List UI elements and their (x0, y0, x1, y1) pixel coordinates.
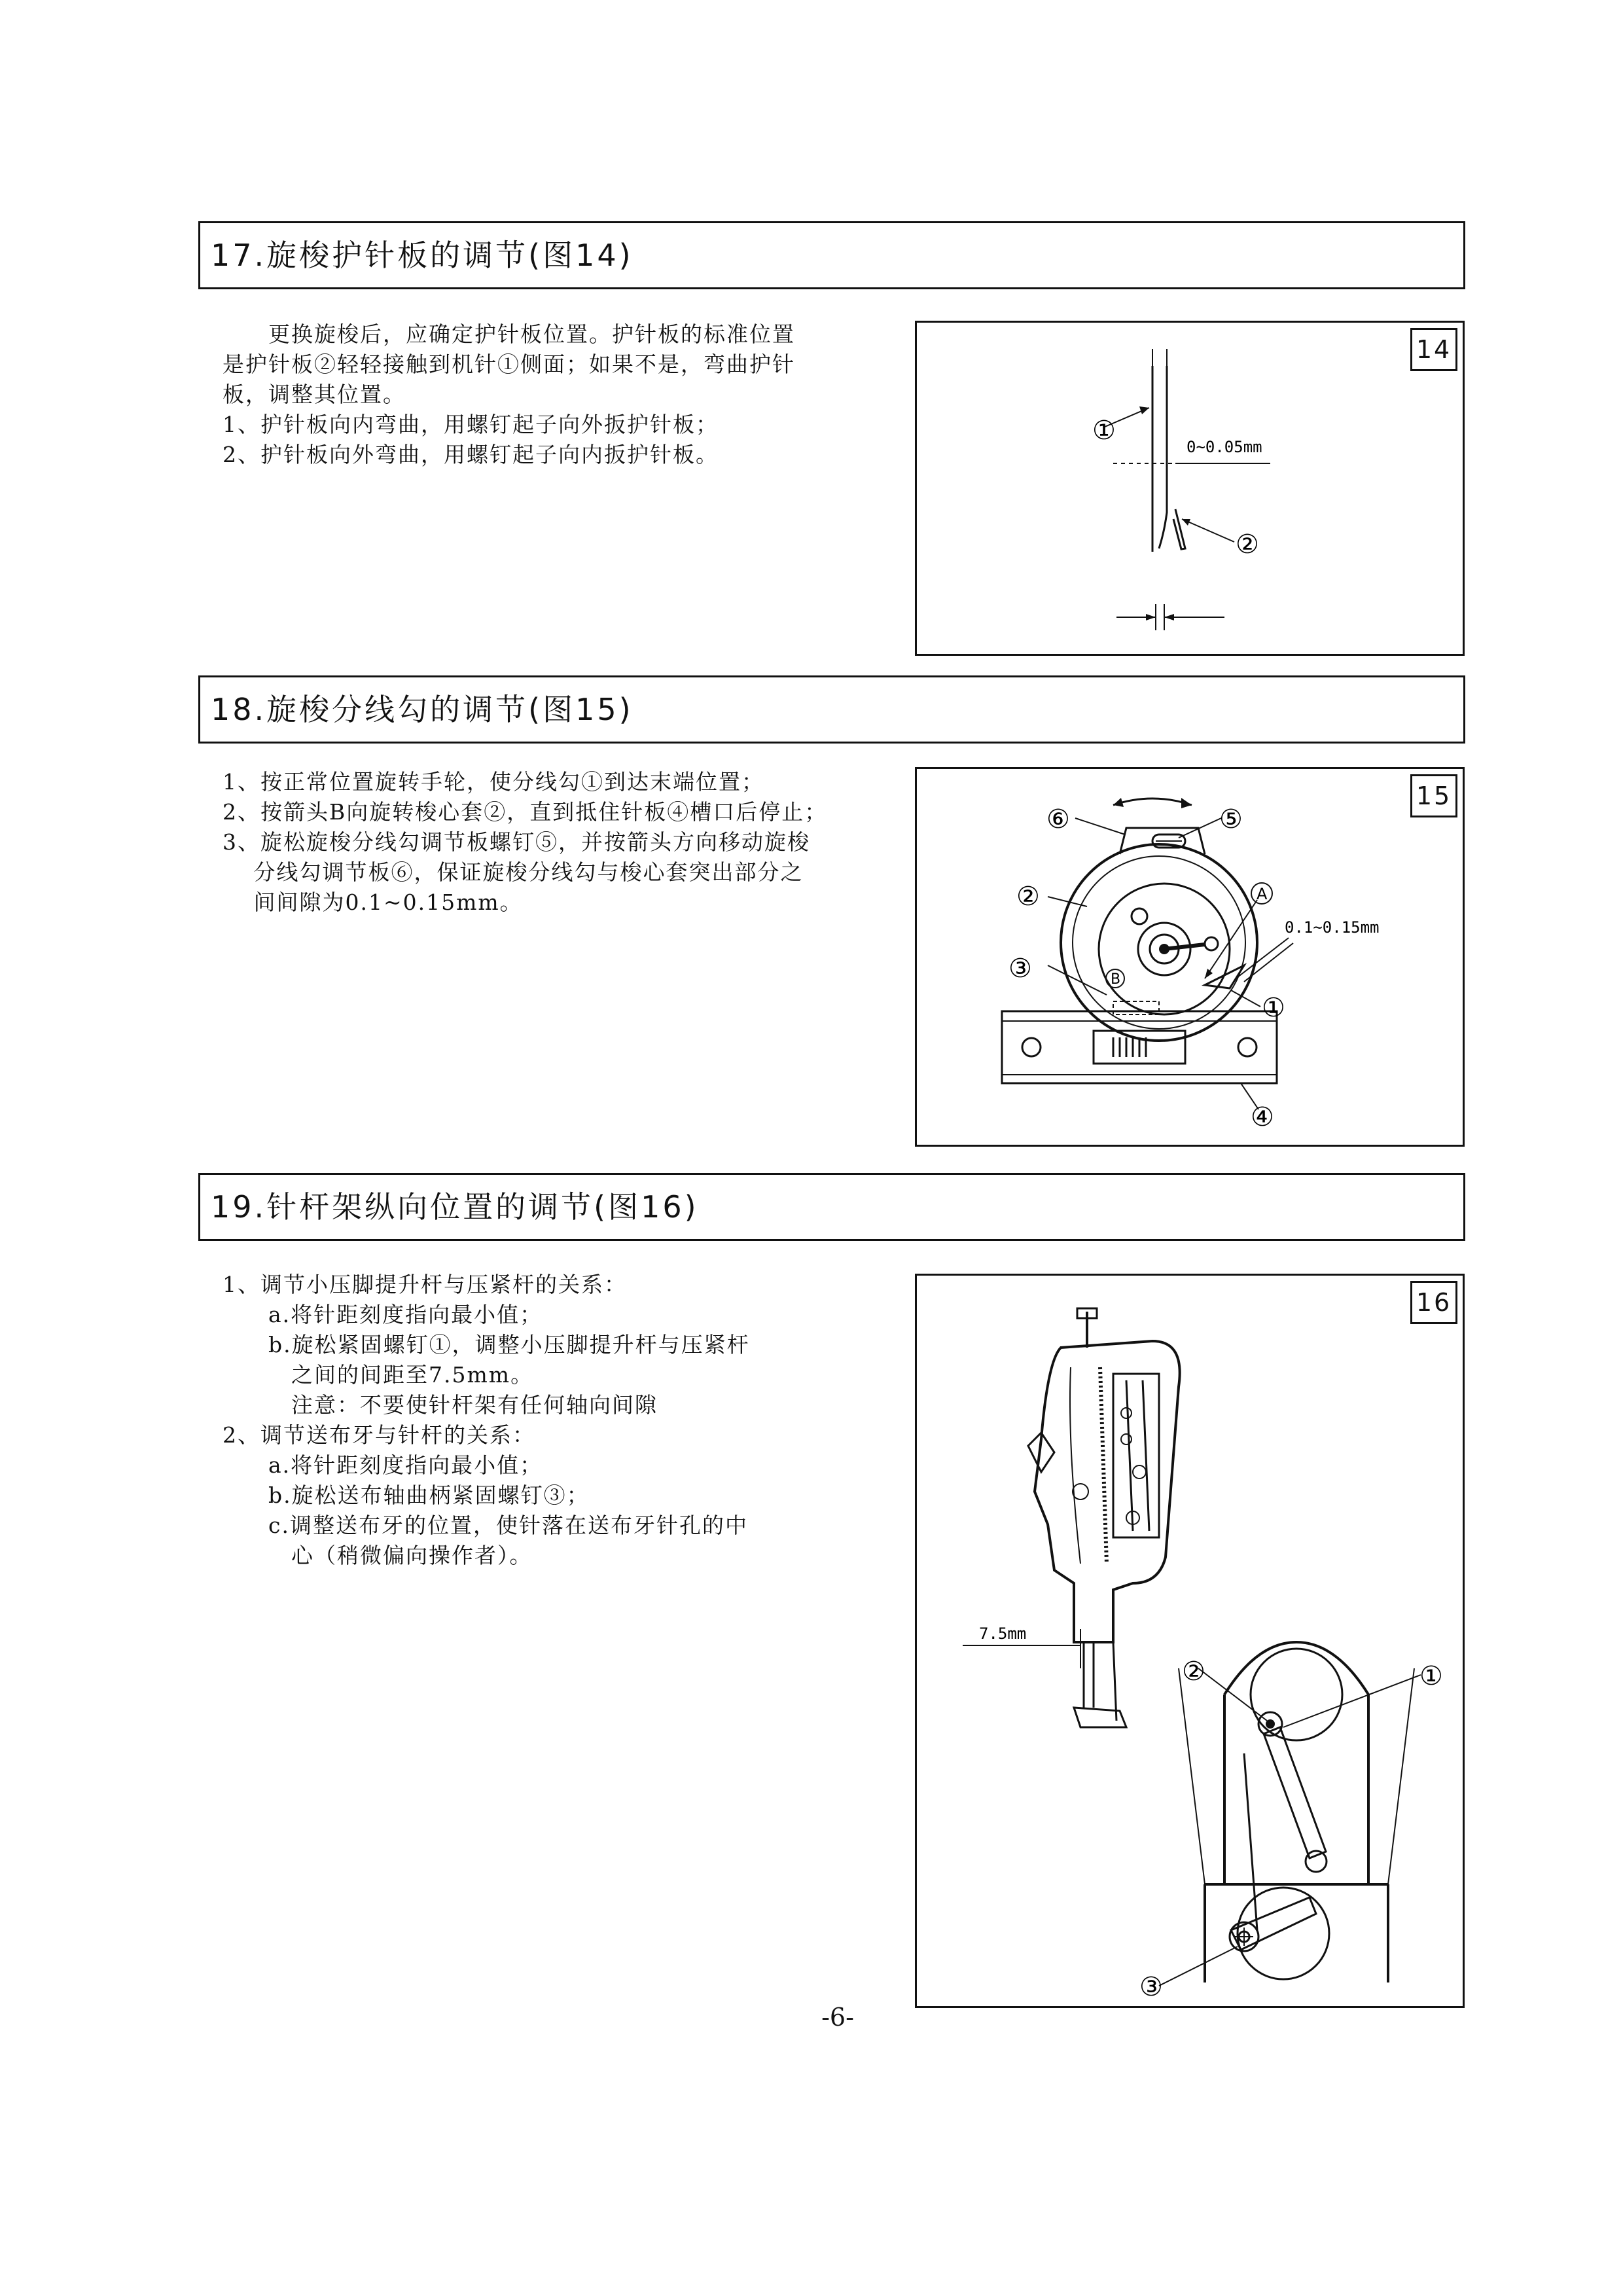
label-needle-plate: ④ (1251, 1102, 1274, 1132)
figure-16 (915, 1274, 1465, 2008)
text-line: 1、按正常位置旋转手轮，使分线勾①到达末端位置； (223, 769, 764, 795)
label-distance: 7.5mm (979, 1624, 1027, 1643)
text-line: 2、按箭头B向旋转梭心套②，直到抵住针板④槽口后停止； (223, 799, 828, 825)
text-line: a.将针距刻度指向最小值； (223, 1452, 543, 1478)
text-line: b.旋松紧固螺钉①，调整小压脚提升杆与压紧杆 (223, 1332, 750, 1357)
figure-14-drawing (917, 323, 1463, 654)
text-line: 3、旋松旋梭分线勾调节板螺钉⑤，并按箭头方向移动旋梭 (223, 829, 810, 855)
figure-15-number: 15 (1410, 774, 1457, 817)
section-17-text (223, 319, 795, 470)
label-screw1: ① (1419, 1661, 1443, 1691)
figure-15 (915, 767, 1465, 1147)
label-part2: ② (1182, 1657, 1205, 1687)
section-17-title: 17.旋梭护针板的调节(图14) (198, 221, 1465, 289)
text-line: 之间的间距至7.5mm。 (223, 1362, 534, 1388)
section-19-text (223, 1270, 750, 1571)
figure-16-drawing (917, 1276, 1463, 2006)
label-screw3: ③ (1139, 1972, 1163, 2002)
figure-16-number: 16 (1410, 1281, 1457, 1324)
section-18-title: 18.旋梭分线勾的调节(图15) (198, 675, 1465, 744)
page-number: -6- (821, 2003, 854, 2032)
section-19-title: 19.针杆架纵向位置的调节(图16) (198, 1173, 1465, 1241)
text-line: 更换旋梭后，应确定护针板位置。护针板的标准位置 (223, 321, 795, 347)
label-plate: ⑥ (1046, 804, 1070, 834)
label-needle: ① (1092, 416, 1116, 446)
label-gap: 0~0.05mm (1186, 438, 1262, 456)
text-line: c.调整送布牙的位置，使针落在送布牙针孔的中 (223, 1513, 748, 1538)
label-hook: ① (1262, 993, 1285, 1023)
label-arrow-b: B (1111, 971, 1121, 988)
label-screw: ⑤ (1219, 804, 1243, 834)
figure-14 (915, 321, 1465, 656)
text-line: 1、调节小压脚提升杆与压紧杆的关系： (223, 1272, 627, 1297)
text-line: 2、护针板向外弯曲，用螺钉起子向内扳护针板。 (223, 442, 719, 467)
figure-15-drawing (917, 769, 1463, 1145)
label-arrow-a: A (1257, 885, 1268, 903)
figure-14-number: 14 (1410, 328, 1457, 371)
text-line: 2、调节送布牙与针杆的关系： (223, 1422, 535, 1448)
text-line: b.旋松送布轴曲柄紧固螺钉③； (223, 1482, 590, 1508)
text-line: 心（稍微偏向操作者）。 (223, 1543, 533, 1568)
text-line: a.将针距刻度指向最小值； (223, 1302, 543, 1327)
label-guard: ② (1236, 529, 1259, 560)
label-bobbin-case: ② (1016, 882, 1040, 912)
text-line: 分线勾调节板⑥，保证旋梭分线勾与梭心套突出部分之 (223, 859, 804, 885)
text-line: 注意：不要使针杆架有任何轴向间隙 (223, 1392, 658, 1418)
section-18-text (223, 767, 827, 918)
text-line: 1、护针板向内弯曲，用螺钉起子向外扳护针板； (223, 412, 719, 437)
label-part3: ③ (1008, 954, 1032, 984)
text-line: 板，调整其位置。 (223, 382, 406, 407)
text-line: 是护针板②轻轻接触到机针①侧面；如果不是，弯曲护针 (223, 351, 795, 377)
text-line: 间间隙为0.1~0.15mm。 (223, 889, 523, 915)
label-gap: 0.1~0.15mm (1285, 918, 1380, 937)
